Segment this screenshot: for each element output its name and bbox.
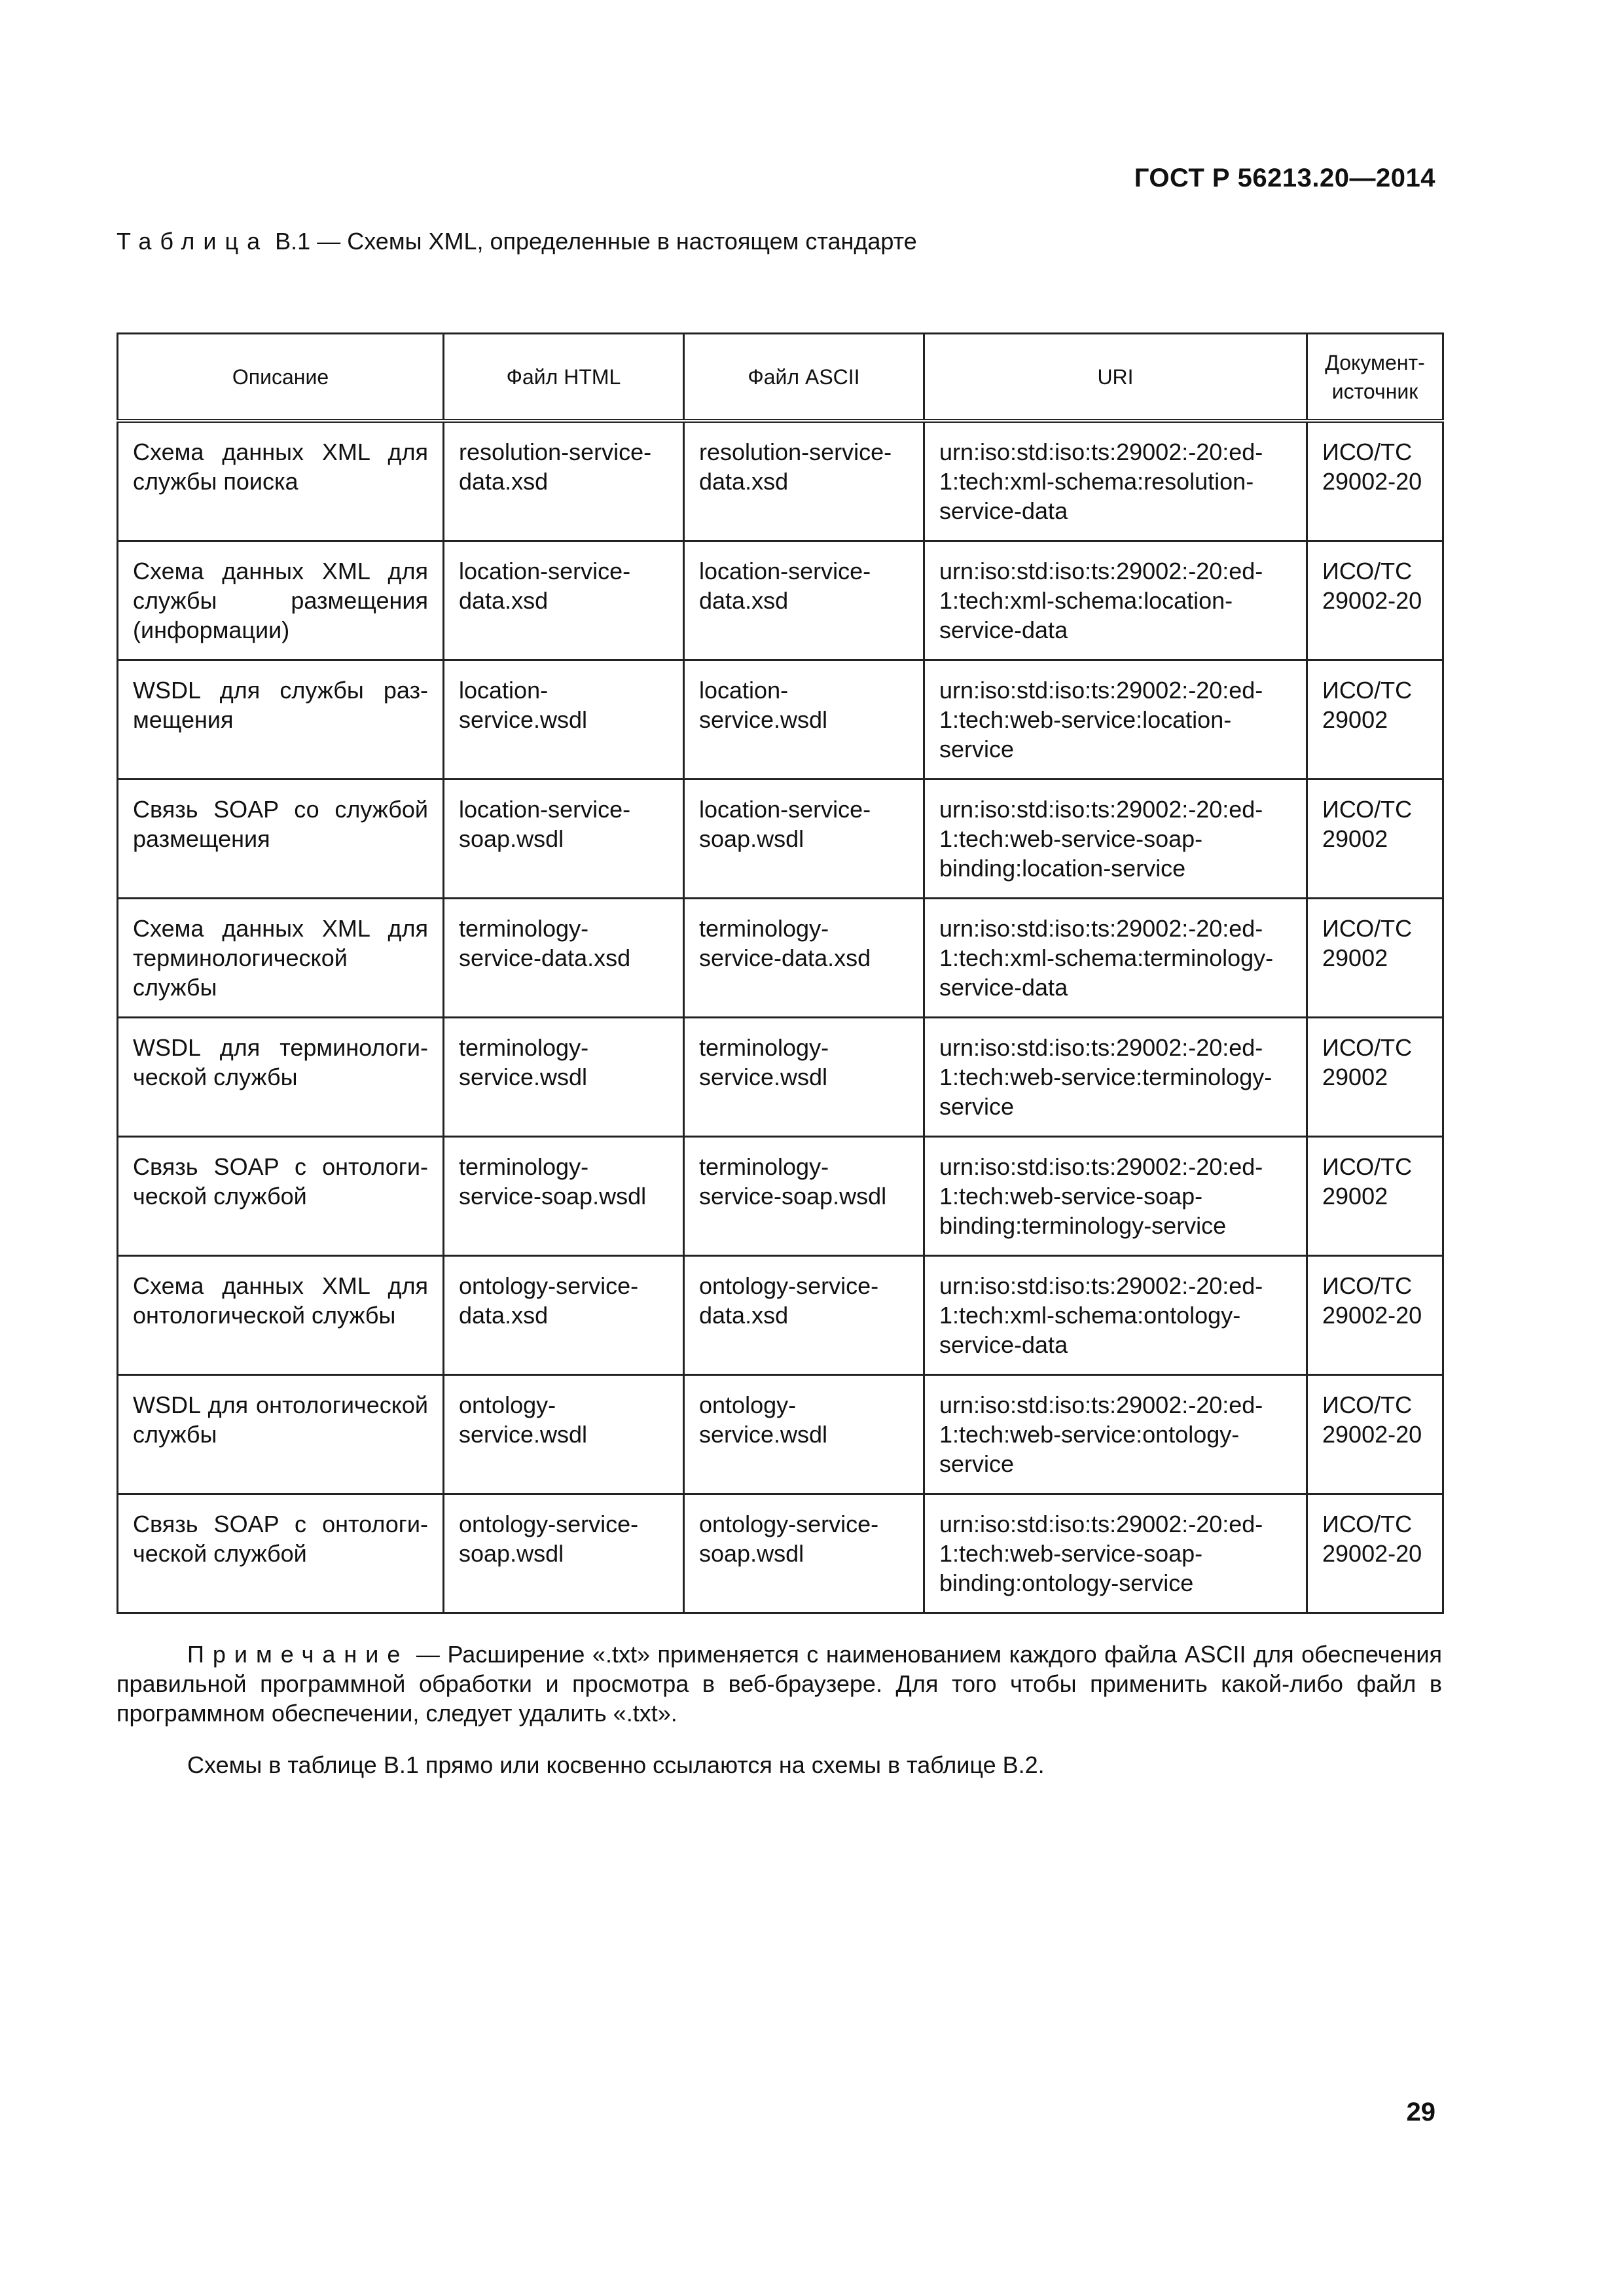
cell-html-file: terminology-service-data.xsd: [444, 899, 684, 1018]
cell-uri: urn:iso:std:iso:ts:29002:-20:ed-1:tech:xml-schema:terminology-service-data: [924, 899, 1307, 1018]
cell-description: Схема данных XML для онтологической службы: [118, 1256, 444, 1375]
cell-source: ИСО/ТС 29002: [1307, 660, 1443, 780]
cell-html-file: ontology-service-data.xsd: [444, 1256, 684, 1375]
cell-uri: urn:iso:std:iso:ts:29002:-20:ed-1:tech:xml-schema:resolution-service-data: [924, 421, 1307, 541]
cell-html-file: ontology-service-soap.wsdl: [444, 1494, 684, 1613]
header-description: Описание: [118, 334, 444, 422]
document-header: ГОСТ Р 56213.20—2014: [1134, 164, 1435, 192]
table-caption: [117, 228, 917, 255]
schemas-table: [117, 332, 1444, 1614]
cell-ascii-file: location-service-data.xsd: [684, 541, 924, 660]
cell-description: WSDL для службы размещения: [118, 660, 444, 780]
table-note: [117, 1640, 1442, 1728]
cell-source: ИСО/ТС 29002-20: [1307, 1256, 1443, 1375]
body-paragraph: Схемы в таблице В.1 прямо или косвенно ссылаются на схемы в таблице В.2.: [187, 1751, 1045, 1778]
cell-source: ИСО/ТС 29002: [1307, 1018, 1443, 1137]
cell-html-file: location-service.wsdl: [444, 660, 684, 780]
table-caption-label: Таблица: [117, 228, 269, 255]
cell-description: Связь SOAP с онтологической службой: [118, 1137, 444, 1256]
cell-html-file: resolution-service-data.xsd: [444, 421, 684, 541]
table-row: [118, 1494, 1443, 1613]
table-row: [118, 1137, 1443, 1256]
cell-description: Схема данных XML для терминологической службы: [118, 899, 444, 1018]
note-label: Примечание: [187, 1641, 409, 1668]
cell-source: ИСО/ТС 29002-20: [1307, 1494, 1443, 1613]
table-row: [118, 780, 1443, 899]
table-row: [118, 899, 1443, 1018]
cell-ascii-file: terminology-service.wsdl: [684, 1018, 924, 1137]
header-ascii-file: Файл ASCII: [684, 334, 924, 422]
table-row: [118, 1375, 1443, 1494]
cell-uri: urn:iso:std:iso:ts:29002:-20:ed-1:tech:web-service:location-service: [924, 660, 1307, 780]
cell-uri: urn:iso:std:iso:ts:29002:-20:ed-1:tech:web-service-soap-binding:location-service: [924, 780, 1307, 899]
cell-uri: urn:iso:std:iso:ts:29002:-20:ed-1:tech:web-service-soap-binding:ontology-service: [924, 1494, 1307, 1613]
cell-ascii-file: location-service.wsdl: [684, 660, 924, 780]
cell-source: ИСО/ТС 29002: [1307, 899, 1443, 1018]
cell-source: ИСО/ТС 29002-20: [1307, 541, 1443, 660]
cell-source: ИСО/ТС 29002-20: [1307, 421, 1443, 541]
header-uri: URI: [924, 334, 1307, 422]
table-row: [118, 660, 1443, 780]
table-caption-text: В.1 — Схемы XML, определенные в настоящем стандарте: [268, 228, 917, 255]
table-row: [118, 421, 1443, 541]
cell-description: WSDL для терминологической службы: [118, 1018, 444, 1137]
cell-description: Связь SOAP со службой размещения: [118, 780, 444, 899]
cell-ascii-file: terminology-service-soap.wsdl: [684, 1137, 924, 1256]
cell-source: ИСО/ТС 29002: [1307, 1137, 1443, 1256]
page-number: 29: [1406, 2098, 1435, 2126]
cell-description: Схема данных XML для службы поиска: [118, 421, 444, 541]
header-source-document: Документ-источник: [1307, 334, 1443, 422]
cell-html-file: location-service-data.xsd: [444, 541, 684, 660]
cell-html-file: terminology-service-soap.wsdl: [444, 1137, 684, 1256]
cell-source: ИСО/ТС 29002: [1307, 780, 1443, 899]
cell-uri: urn:iso:std:iso:ts:29002:-20:ed-1:tech:web-service:ontology-service: [924, 1375, 1307, 1494]
cell-ascii-file: ontology-service.wsdl: [684, 1375, 924, 1494]
table-header-row: [118, 334, 1443, 422]
cell-html-file: ontology-service.wsdl: [444, 1375, 684, 1494]
cell-ascii-file: location-service-soap.wsdl: [684, 780, 924, 899]
cell-html-file: terminology-service.wsdl: [444, 1018, 684, 1137]
cell-ascii-file: ontology-service-data.xsd: [684, 1256, 924, 1375]
cell-ascii-file: resolution-service-data.xsd: [684, 421, 924, 541]
cell-description: Схема данных XML для службы размещения (информации): [118, 541, 444, 660]
cell-uri: urn:iso:std:iso:ts:29002:-20:ed-1:tech:xml-schema:location-service-data: [924, 541, 1307, 660]
cell-description: Связь SOAP с онтологической службой: [118, 1494, 444, 1613]
cell-uri: urn:iso:std:iso:ts:29002:-20:ed-1:tech:xml-schema:ontology-service-data: [924, 1256, 1307, 1375]
note-text: — Расширение «.txt» применяется с наименованием каждого файла ASCII для обеспечения правильной программной обработки и просмотра в веб-браузере. Для того чтобы применить какой-либо файл в программном обеспечении, следует удалить «.txt».: [117, 1641, 1442, 1727]
cell-uri: urn:iso:std:iso:ts:29002:-20:ed-1:tech:web-service-soap-binding:terminology-service: [924, 1137, 1307, 1256]
cell-source: ИСО/ТС 29002-20: [1307, 1375, 1443, 1494]
header-html-file: Файл HTML: [444, 334, 684, 422]
cell-ascii-file: ontology-service-soap.wsdl: [684, 1494, 924, 1613]
table-row: [118, 1256, 1443, 1375]
cell-html-file: location-service-soap.wsdl: [444, 780, 684, 899]
cell-description: WSDL для онтологической службы: [118, 1375, 444, 1494]
cell-uri: urn:iso:std:iso:ts:29002:-20:ed-1:tech:web-service:terminology-service: [924, 1018, 1307, 1137]
table-row: [118, 1018, 1443, 1137]
cell-ascii-file: terminology-service-data.xsd: [684, 899, 924, 1018]
table-row: [118, 541, 1443, 660]
